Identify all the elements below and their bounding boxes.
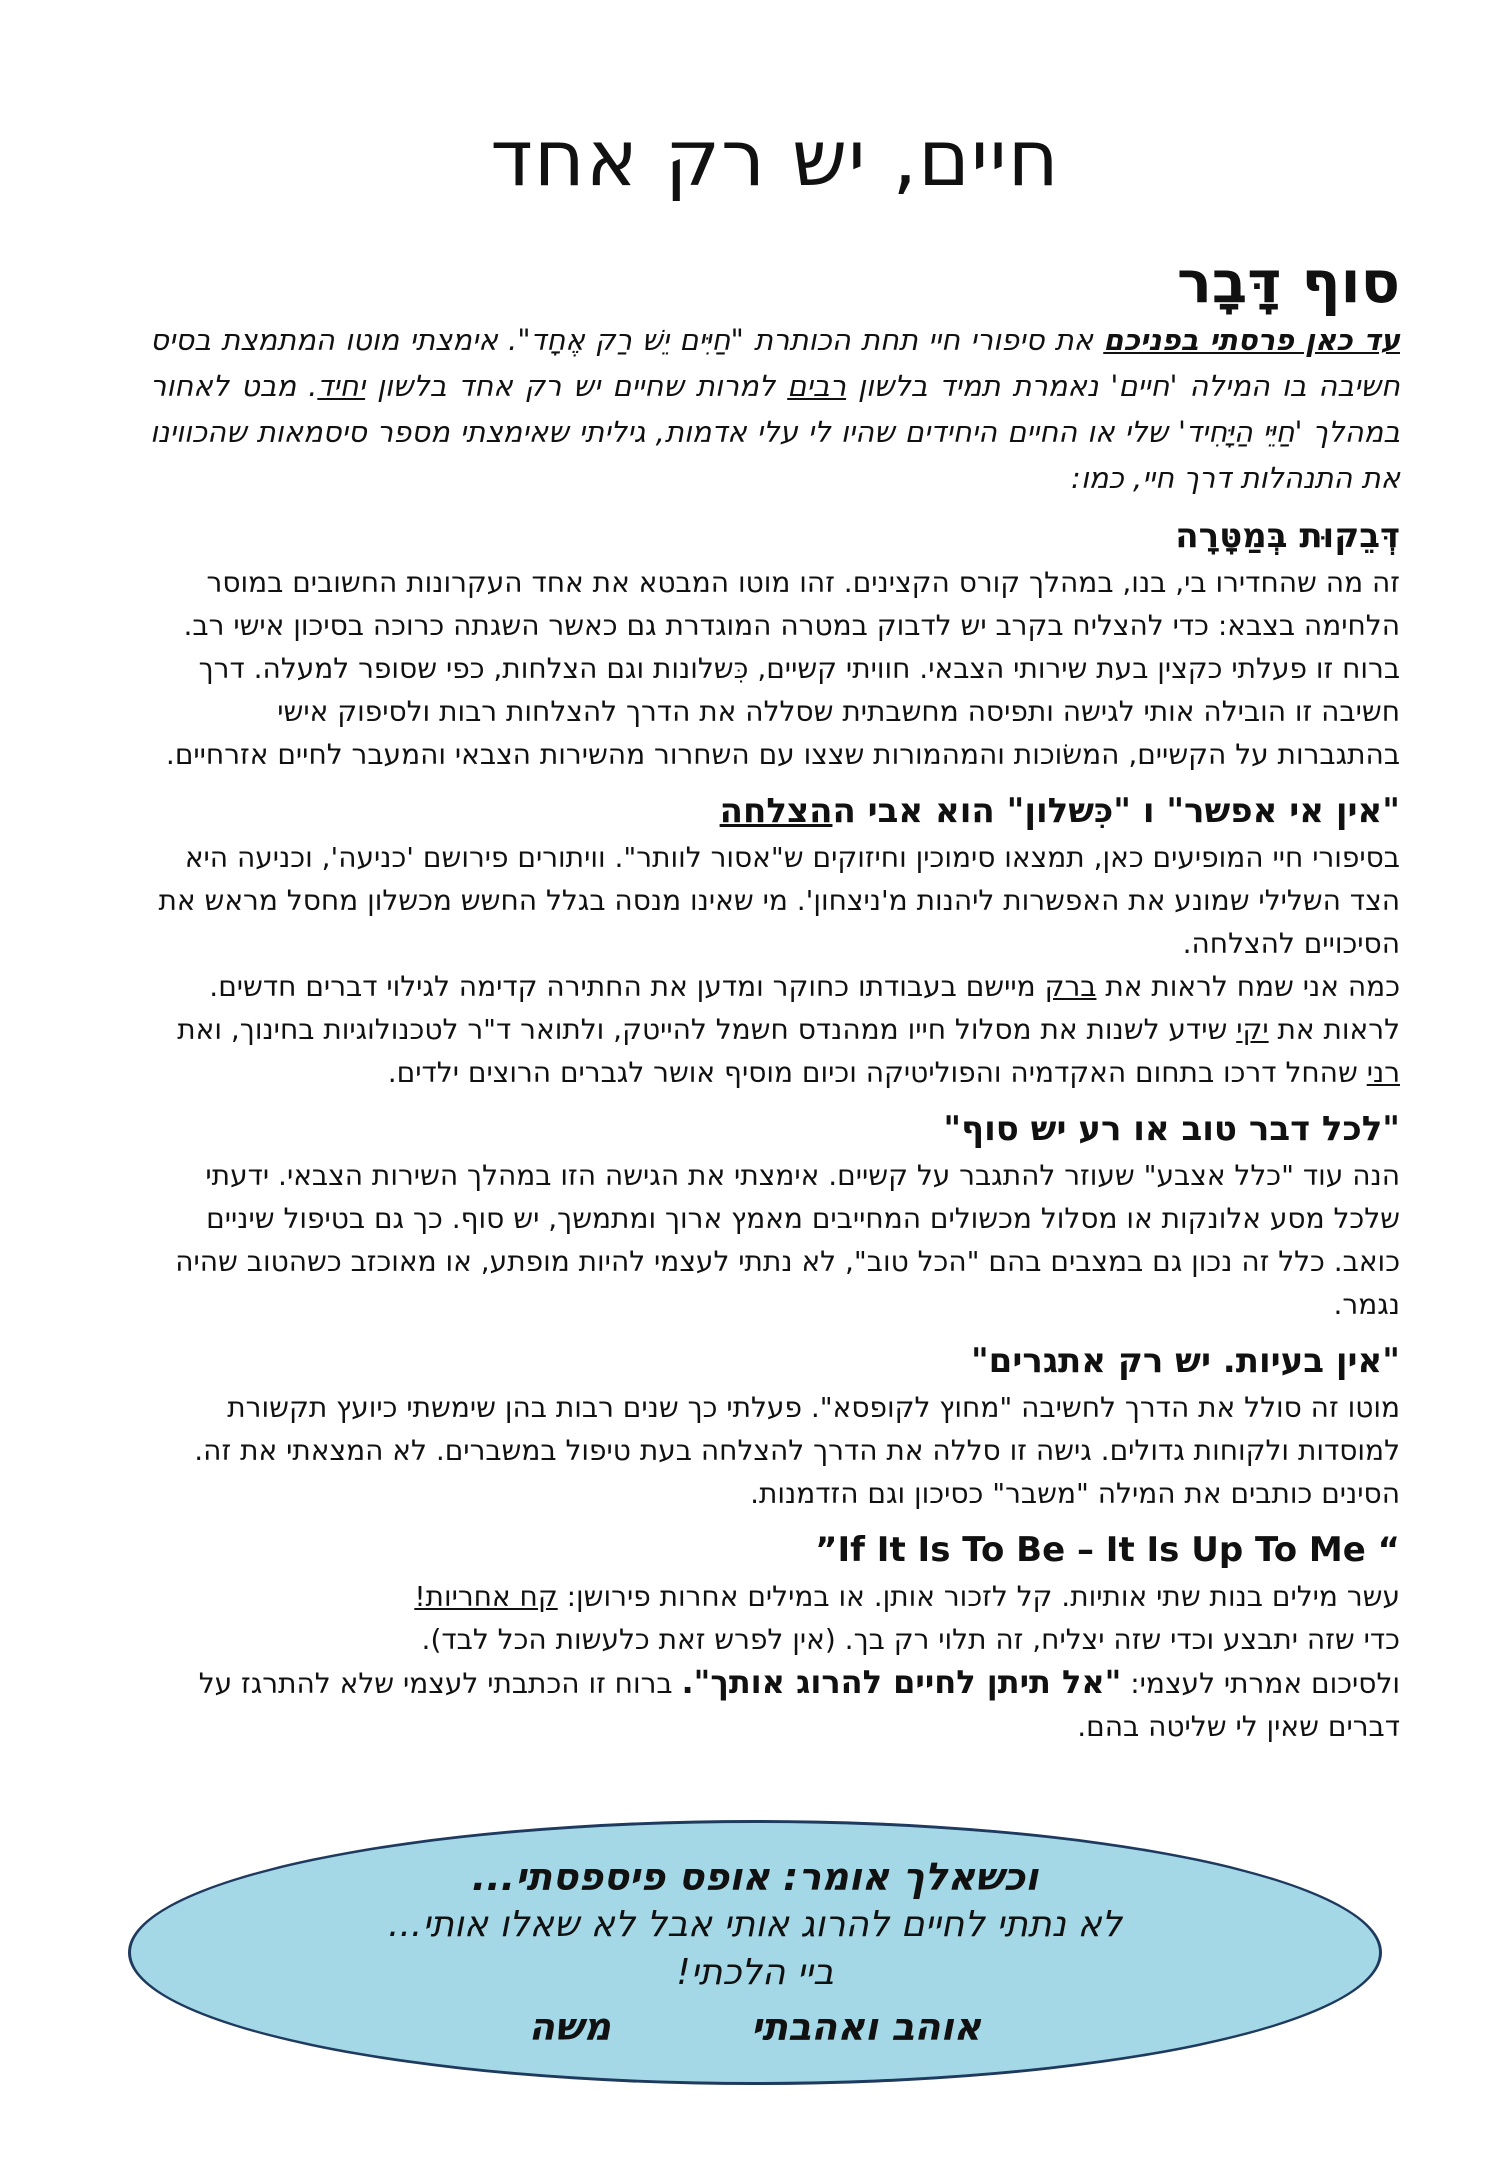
summary-motto: "אל תיתן לחיים להרוג אותך". <box>681 1663 1122 1701</box>
signature-name: משה <box>528 2005 611 2049</box>
intro-word-single: יחיד <box>317 369 366 403</box>
name-yaki: יקי <box>1236 1013 1269 1046</box>
heading-ein-i-efshar <box>150 786 1400 836</box>
paragraph-summary <box>150 1661 1400 1748</box>
paragraph-ein-i-efshar-1: בסיפורי חיי המופיעים כאן, תמצאו סימוכין וחיזוקים ש"אסור לוותר". וויתורים פירושם 'כניעה', וכניעה היא הצד השלילי שמונע את האפשרות ליהנות מ'ניצחון'. מי שאינו מנסה בגלל החשש מכשלון מחסל מראש את הסיכויים להצלחה. <box>158 841 1400 960</box>
closing-line-2: לא נתתי לחיים להרוג אותי אבל לא שאלו אותי... <box>388 1904 1122 1945</box>
intro-text: . מבט לאחור במהלך 'חַיֵּי הַיָּחִיד' שלי או החיים היחידים שהיו לי עלי אדמות, גיליתי שאימצתי מספר סיסמאות שהכווינו את התנהלות דרך חיי, כמו: <box>150 369 1400 495</box>
intro-quote: "חַיִּים יֵשׁ רַק אֶחָד" <box>517 323 744 357</box>
heading-text: "אין אי אפשר" ו "כִּשלון" הוא אבי ה <box>832 791 1400 831</box>
paragraph-depends-on-you: כדי שזה יתבצע וכדי שזה יצליח, זה תלוי רק בך. (אין לפרש זאת כלעשות הכל לבד). <box>421 1623 1400 1656</box>
intro-text: למרות שחיים יש רק אחד בלשון <box>365 369 788 403</box>
section-title-sof-davar: סוף דָּבָר <box>1176 248 1400 316</box>
paragraph-ein-beayot: מוטו זה סולל את הדרך לחשיבה "מחוץ לקופסא". פעלתי כך שנים רבות בהן שימשתי כיועץ תקשורת למוסדות ולקוחות גדולים. גישה זו סללה את הדרך להצלחה בעת טיפול במשברים. לא המצאתי את זה. הסינים כותבים את המילה "משבר" כסיכון וגם הזדמנות. <box>194 1391 1400 1510</box>
heading-lechol-davar: "לכל דבר טוב או רע יש סוף" <box>943 1109 1400 1149</box>
intro-text: . אימצתי מוטו המתמצת בסיס חשיבה בו המילה 'חיים' נאמרת תמיד בלשון <box>150 323 1400 403</box>
para-text: מיישם בעבודתו כחוקר ומדען את החתירה קדימה לגילוי דברים חדשים. לראות את <box>209 970 1400 1046</box>
name-barak: ברק <box>1044 970 1097 1003</box>
heading-ein-beayot: "אין בעיות. יש רק אתגרים" <box>970 1341 1400 1381</box>
name-rani: רני <box>1366 1056 1400 1089</box>
heading-dvekut: דְּבֵקוּת בְּמַטָּרָה <box>1175 516 1400 556</box>
paragraph-ten-words <box>150 1575 1400 1618</box>
heading-underlined: הצלחה <box>719 791 833 831</box>
intro-word-plural: רבים <box>787 369 847 403</box>
paragraph-lechol-davar: הנה עוד "כלל אצבע" שעוזר להתגבר על קשיים. אימצתי את הגישה הזו במהלך השירות הצבאי. ידעתי שלכל מסע אלונקות או מסלול מכשולים המחייבים מאמץ ארוך ומתמשך, יש סוף. כך גם בטיפול שיניים כואב. כלל זה נכון גם במצבים בהם "הכל טוב", לא נתתי לעצמי להיות מופתע, או מאוכזב כשהטוב שהיה נגמר. <box>175 1159 1400 1321</box>
paragraph-ein-i-efshar-2 <box>150 965 1400 1094</box>
intro-lead: עד כאן פרסתי בפניכם <box>1103 323 1400 357</box>
signature-love: אוהב ואהבתי <box>750 2005 982 2049</box>
take-responsibility: קח אחריות! <box>414 1580 558 1613</box>
para-text: עשר מילים בנות שתי אותיות. קל לזכור אותן. או במילים אחרות פירושן: <box>557 1580 1400 1613</box>
para-text: ברוח זו הכתבתי לעצמי שלא להתרגז על דברים שאין לי שליטה בהם. <box>198 1667 1400 1743</box>
intro-paragraph <box>150 317 1400 501</box>
closing-line-3: ביי הלכתי! <box>676 1952 834 1993</box>
closing-ellipse <box>128 1820 1382 2085</box>
para-text: ולסיכום אמרתי לעצמי: <box>1121 1667 1400 1700</box>
heading-if-it-is-to-be: “ If It Is To Be – It Is Up To Me” <box>815 1530 1400 1570</box>
page-title: חיים, יש רק אחד <box>490 114 1060 204</box>
document-page <box>150 0 1400 1748</box>
intro-text: את סיפורי חיי תחת הכותרת <box>743 323 1104 357</box>
closing-line-1: וכשאלך אומר: אופס פיספסתי... <box>471 1855 1039 1899</box>
para-text: כמה אני שמח לראות את <box>1096 970 1400 1003</box>
closing-signature <box>131 2003 1379 2051</box>
para-text: שידע לשנות את מסלול חייו ממהנדס חשמל להייטק, ולתואר ד"ר לטכנולוגיות בחינוך, ואת <box>177 1013 1237 1046</box>
para-text: שהחל דרכו בתחום האקדמיה והפוליטיקה וכיום מוסיף אושר לגברים הרוצים ילדים. <box>387 1056 1367 1089</box>
paragraph-dvekut: זה מה שהחדירו בי, בנו, במהלך קורס הקצינים. זהו מוטו המבטא את אחד העקרונות החשובים במוסר הלחימה בצבא: כדי להצליח בקרב יש לדבוק במטרה המוגדרת גם כאשר השגתה כרוכה בסיכון אישי רב. ברוח זו פעלתי כקצין בעת שירותי הצבאי. חוויתי קשיים, כִּשלונות וגם הצלחות, כפי שסופר למעלה. דרך חשיבה זו הובילה אותי לגישה ותפיסה מחשבתית שסללה את הדרך להצלחות רבות ולסיפוק אישי בהתגברות על הקשיים, המשׂוכות והמהמורות שצצו עם השחרור מהשירות הצבאי והמעבר לחיים אזרחיים. <box>165 566 1400 771</box>
